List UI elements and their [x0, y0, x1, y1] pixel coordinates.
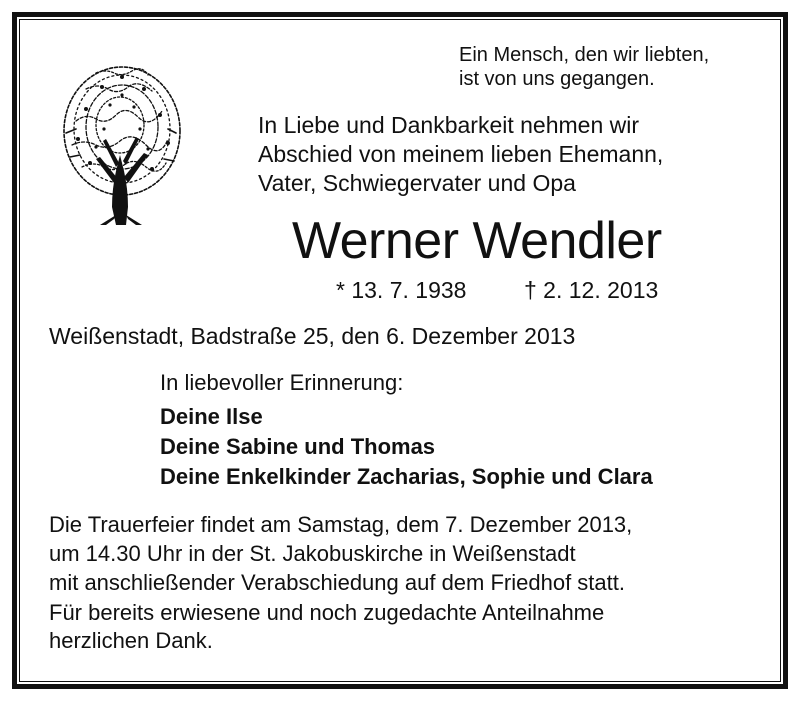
- service-line: mit anschließender Verabschiedung auf dem Friedhof statt.: [49, 570, 625, 595]
- place-and-date: Weißenstadt, Badstraße 25, den 6. Dezember 2013: [49, 323, 576, 349]
- family-line: Deine Enkelkinder Zacharias, Sophie und Clara: [160, 464, 653, 489]
- thanks-text: [49, 599, 604, 655]
- motto: [459, 43, 709, 91]
- tree-icon: [56, 59, 186, 225]
- family-signatures: [160, 402, 653, 492]
- motto-line: ist von uns gegangen.: [459, 68, 655, 90]
- intro-line: Abschied von meinem lieben Ehemann,: [258, 141, 664, 167]
- thanks-line: herzlichen Dank.: [49, 628, 213, 653]
- memory-heading: In liebevoller Erinnerung:: [160, 370, 404, 395]
- intro-line: Vater, Schwiegervater und Opa: [258, 170, 576, 196]
- intro-line: In Liebe und Dankbarkeit nehmen wir: [258, 112, 640, 138]
- birth-date: * 13. 7. 1938: [336, 277, 467, 303]
- service-line: Die Trauerfeier findet am Samstag, dem 7. Dezember 2013,: [49, 512, 633, 537]
- family-line: Deine Ilse: [160, 404, 263, 429]
- deceased-name: Werner Wendler: [292, 212, 662, 270]
- funeral-service-info: [49, 510, 632, 597]
- death-date: † 2. 12. 2013: [524, 277, 659, 303]
- family-line: Deine Sabine und Thomas: [160, 434, 436, 459]
- motto-line: Ein Mensch, den wir liebten,: [459, 44, 710, 66]
- thanks-line: Für bereits erwiesene und noch zugedachte Anteilnahme: [49, 600, 605, 625]
- intro-text: [258, 111, 663, 198]
- service-line: um 14.30 Uhr in der St. Jakobuskirche in Weißenstadt: [49, 541, 576, 566]
